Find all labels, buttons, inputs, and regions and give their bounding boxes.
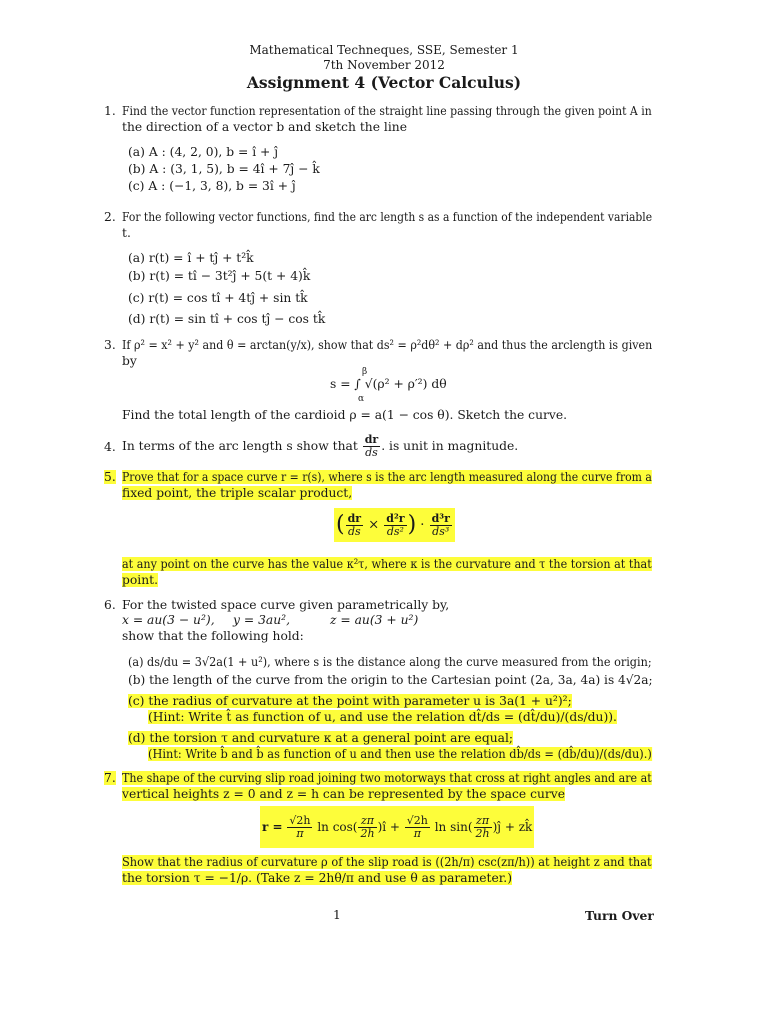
q3-line1: If ρ² = x² + y² and θ = arctan(y/x), show that ds² = ρ²dθ² + dρ² and thus the arclength is given	[122, 338, 653, 352]
q1-line2: the direction of a vector b and sketch the line	[122, 120, 407, 134]
q1-part-a: (a) A : (4, 2, 0), b = î + ĵ	[128, 145, 279, 159]
turn-over-label: Turn Over	[585, 908, 654, 923]
q2-part-b: (b) r(t) = tî − 3t²ĵ + 5(t + 4)k̂	[128, 269, 311, 283]
q6-part-d: (d) the torsion τ and curvature κ at a general point are equal;	[128, 731, 514, 745]
q6-x-eq: x = au(3 − u²),	[122, 613, 215, 627]
q6-part-d-hint: (Hint: Write b̂ and b̂ as function of u and then use the relation db̂/ds = (db̂/du)/(ds/du).)	[148, 747, 652, 761]
page-number: 1	[333, 908, 341, 922]
q2-part-d: (d) r(t) = sin tî + cos tĵ − cos tk̂	[128, 312, 326, 326]
q6-z-eq: z = au(3 + u²)	[330, 613, 419, 627]
q6-part-c: (c) the radius of curvature at the point with parameter u is 3a(1 + u²)²;	[128, 694, 572, 708]
q1-number: 1.	[104, 104, 116, 118]
q6-part-c-hint: (Hint: Write t̂ as function of u, and use the relation dt̂/ds = (dt̂/du)/(ds/du)).	[148, 710, 617, 724]
q1-line1: Find the vector function representation of the straight line passing through the given point A in	[122, 104, 652, 118]
date: 7th November 2012	[323, 58, 445, 72]
q1-part-b: (b) A : (3, 1, 5), b = 4î + 7ĵ − k̂	[128, 162, 320, 176]
q2-line1: For the following vector functions, find the arc length s as a function of the independent variable	[122, 210, 653, 224]
q6-line2: show that the following hold:	[122, 629, 304, 643]
integral-lower-limit: α	[358, 394, 365, 404]
q4-fraction: $\frac{dr}{ds}$	[364, 433, 379, 459]
q2-number: 2.	[104, 210, 116, 224]
q5-line1: Prove that for a space curve r = r(s), where s is the arc length measured along the curve from a	[122, 470, 652, 484]
slip-road-equation: r = $\frac{√2h}{\pi}$ ln cos( $\frac{z\pi}{2h}$ )î + $\frac{√2h}{\pi}$ ln sin( $\frac{z\pi}{2h}$ )ĵ + zk̂	[260, 806, 534, 848]
q7-line3: Show that the radius of curvature ρ of the slip road is ((2h/π) csc(zπ/h)) at height z and that	[122, 855, 652, 869]
q2-part-a: (a) r(t) = î + tĵ + t²k̂	[128, 251, 254, 265]
q6-y-eq: y = 3au²,	[233, 613, 290, 627]
q4-text	[122, 431, 518, 461]
q6-number: 6.	[104, 598, 116, 612]
q5-line4: point.	[122, 573, 158, 587]
q7-number: 7.	[104, 771, 116, 785]
q6-line1: For the twisted space curve given parametrically by,	[122, 598, 450, 612]
q4-number: 4.	[104, 440, 116, 454]
q7-line1: The shape of the curving slip road joining two motorways that cross at right angles and are at	[122, 771, 652, 785]
q4-post: . is unit in magnitude.	[381, 439, 519, 453]
q3-line3: Find the total length of the cardioid ρ = a(1 − cos θ). Sketch the curve.	[122, 408, 567, 422]
q7-line2: vertical heights z = 0 and z = h can be represented by the space curve	[122, 787, 565, 801]
q5-number: 5.	[104, 470, 116, 484]
arc-length-integral: s = ∫ √(ρ² + ρ′²) dθ	[330, 377, 447, 391]
q2-part-c: (c) r(t) = cos tî + 4tĵ + sin tk̂	[128, 291, 308, 305]
q3-line2: by	[122, 354, 137, 368]
triple-scalar-product: ( $\frac{dr}{ds}$ × $\frac{\text{d²r}}{\text{ds²}}$ ) · $\frac{\text{d³r}}{\text{ds³}}$	[334, 508, 455, 542]
q1-part-c: (c) A : (−1, 3, 8), b = 3î + ĵ	[128, 179, 296, 193]
assignment-title: Assignment 4 (Vector Calculus)	[246, 73, 522, 92]
q7-line4: the torsion τ = −1/ρ. (Take z = 2hθ/π and use θ as parameter.)	[122, 871, 512, 885]
integral-upper-limit: β	[362, 367, 368, 377]
q3-number: 3.	[104, 338, 116, 352]
q6-part-b: (b) the length of the curve from the origin to the Cartesian point (2a, 3a, 4a) is 4√2a;	[128, 673, 653, 687]
q6-part-a: (a) ds/du = 3√2a(1 + u²), where s is the distance along the curve measured from the origin;	[128, 655, 652, 669]
course-title: Mathematical Techneques, SSE, Semester 1	[249, 43, 519, 57]
q4-pre: In terms of the arc length s show that	[122, 439, 358, 453]
q2-line2: t.	[122, 226, 131, 240]
q5-line2: fixed point, the triple scalar product,	[122, 486, 353, 500]
q5-line3: at any point on the curve has the value κ²τ, where κ is the curvature and τ the torsion at that	[122, 557, 652, 571]
